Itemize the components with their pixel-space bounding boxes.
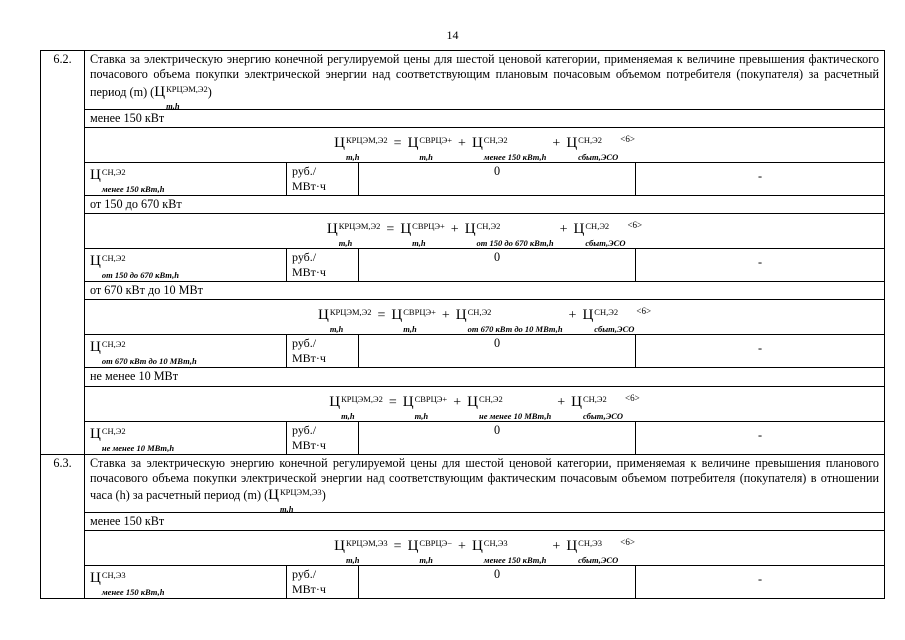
price-symbol: Ц СВРЦЭ− m,h (407, 538, 453, 566)
price-symbol: Ц КРЦЭМ,Э2 m,h (317, 307, 372, 335)
footnote-ref: <6> (627, 220, 643, 230)
price-symbol: Ц СН,Э3 менее 150 кВт,h (471, 538, 547, 566)
value-row (41, 421, 885, 454)
value-cell: 0 (359, 162, 636, 195)
dash-cell: - (636, 249, 885, 282)
footnote-ref: <6> (620, 537, 635, 548)
price-symbol: Ц СН,Э2 менее 150 кВт,h (90, 166, 165, 194)
price-symbol: Ц СВРЦЭ+ m,h (407, 134, 453, 162)
price-symbol: Ц КРЦЭМ,Э3 m,h (334, 538, 388, 566)
section-number: 6.2. (41, 51, 85, 455)
footnote-ref: <6> (636, 306, 652, 317)
tariff-table (40, 50, 885, 599)
section-description: Ставка за электрическую энергию конечной регулируемой цены для шестой ценовой категории, применяемая к величине превышения фактического почасового объема покупки электрической энергии над соответствующим плановым почасовым объемом потребителя (покупателя) за расчетный период (m) ( Ц КРЦЭМ,Э2 m,h ) (85, 51, 885, 110)
unit-cell: руб./ МВт·ч (287, 421, 359, 454)
section-row (41, 454, 885, 513)
component-symbol (85, 566, 287, 599)
range-label-row (41, 195, 885, 213)
formula-row (41, 300, 885, 335)
price-symbol: Ц СН,Э2 не менее 10 МВт,h (90, 425, 175, 453)
formula: Ц КРЦЭМ,Э2 m,h = Ц СВРЦЭ+ m,h + Ц СН,Э2 не менее 10 МВт,h + Ц СН,Э2 сбыт,ЭСО $^{<6>}$ (85, 386, 885, 421)
range-label: от 670 кВт до 10 МВт (85, 282, 885, 300)
price-symbol: Ц СН,Э3 менее 150 кВт,h (90, 570, 165, 598)
value-row (41, 162, 885, 195)
component-symbol (85, 335, 287, 368)
unit-cell: руб./ МВт·ч (287, 162, 359, 195)
value-row (41, 335, 885, 368)
formula: Ц КРЦЭМ,Э2 m,h = Ц СВРЦЭ+ m,h + Ц СН,Э2 от 670 кВт до 10 МВт,h + Ц СН,Э2 сбыт,ЭСО $^{<6>}$ (85, 300, 885, 335)
formula: Ц КРЦЭМ,Э2 m,h = Ц СВРЦЭ+ m,h + Ц СН,Э2 от 150 до 670 кВт,h + Ц СН,Э2 сбыт,ЭСО $^{<6>}$ (85, 214, 885, 249)
value-cell: 0 (359, 566, 636, 599)
range-label-row (41, 513, 885, 531)
price-symbol: Ц КРЦЭМ,Э2 m,h (334, 134, 388, 162)
price-symbol: Ц СВРЦЭ+ m,h (402, 393, 448, 421)
value-row (41, 249, 885, 282)
dash-cell: - (636, 162, 885, 195)
price-symbol: Ц СН,Э3 сбыт,ЭСО (566, 538, 619, 566)
price-symbol: Ц СН,Э2 от 150 до 670 кВт,h (464, 221, 554, 248)
price-symbol: Ц СН,Э2 от 670 кВт до 10 МВт,h (90, 339, 197, 367)
range-label: не менее 10 МВт (85, 368, 885, 386)
unit-cell: руб./ МВт·ч (287, 249, 359, 282)
formula: Ц КРЦЭМ,Э2 m,h = Ц СВРЦЭ+ m,h + Ц СН,Э2 менее 150 кВт,h + Ц СН,Э2 сбыт,ЭСО $^{<6>}$ (85, 127, 885, 162)
range-label: менее 150 кВт (85, 513, 885, 531)
price-symbol: Ц СН,Э2 сбыт,ЭСО (573, 221, 626, 248)
component-symbol (85, 421, 287, 454)
component-symbol (85, 162, 287, 195)
formula-row (41, 127, 885, 162)
range-label-row (41, 282, 885, 300)
formula: Ц КРЦЭМ,Э3 m,h = Ц СВРЦЭ− m,h + Ц СН,Э3 менее 150 кВт,h + Ц СН,Э3 сбыт,ЭСО $^{<6>}$ (85, 531, 885, 566)
price-symbol: Ц СН,Э2 не менее 10 МВт,h (467, 393, 552, 421)
value-cell: 0 (359, 421, 636, 454)
description-symbol: Ц КРЦЭМ,Э3 m,h (268, 487, 322, 514)
price-symbol: Ц СВРЦЭ+ m,h (400, 221, 445, 248)
range-label: менее 150 кВт (85, 109, 885, 127)
range-label-row (41, 109, 885, 127)
page-number: 14 (446, 28, 459, 42)
component-symbol (85, 249, 287, 282)
description-text: Ставка за электрическую энергию конечной регулируемой цены для шестой ценовой категории, применяемая к величине превышения планового почасового объема покупки электрической энергии над соответствующим фактическим почасовым объемом потребителя (покупателя) в отношении часа (h) за расчетный период (m) ( (90, 455, 880, 502)
value-row (41, 566, 885, 599)
unit-cell: руб./ МВт·ч (287, 566, 359, 599)
description-text: Ставка за электрическую энергию конечной регулируемой цены для шестой ценовой категории, применяемая к величине превышения фактического почасового объема покупки электрической энергии над соответствующим плановым почасовым объемом потребителя (покупателя) за расчетный период (m) ( (90, 52, 880, 99)
footnote-ref: <6> (625, 392, 640, 403)
price-symbol: Ц КРЦЭМ,Э2 m,h (326, 221, 381, 248)
price-symbol: Ц СН,Э2 сбыт,ЭСО (566, 134, 619, 162)
value-cell: 0 (359, 335, 636, 368)
dash-cell: - (636, 421, 885, 454)
price-symbol: Ц СН,Э2 от 150 до 670 кВт,h (90, 253, 179, 280)
formula-row (41, 214, 885, 249)
footnote-ref: <6> (620, 133, 635, 144)
value-cell: 0 (359, 249, 636, 282)
dash-cell: - (636, 335, 885, 368)
section-row (41, 51, 885, 110)
range-label-row (41, 368, 885, 386)
tariff-table-body (41, 51, 885, 599)
price-symbol: Ц СН,Э2 сбыт,ЭСО (571, 393, 624, 421)
range-label: от 150 до 670 кВт (85, 195, 885, 213)
section-number: 6.3. (41, 454, 85, 599)
formula-row (41, 531, 885, 566)
dash-cell: - (636, 566, 885, 599)
description-symbol: Ц КРЦЭМ,Э2 m,h (154, 83, 208, 111)
price-symbol: Ц СН,Э2 менее 150 кВт,h (471, 134, 547, 162)
formula-row (41, 386, 885, 421)
price-symbol: Ц СВРЦЭ+ m,h (391, 307, 436, 335)
price-symbol: Ц СН,Э2 сбыт,ЭСО (582, 307, 635, 335)
section-description: Ставка за электрическую энергию конечной регулируемой цены для шестой ценовой категории, применяемая к величине превышения планового почасового объема покупки электрической энергии над соответствующим фактическим почасовым объемом потребителя (покупателя) в отношении часа (h) за расчетный период (m) ( Ц КРЦЭМ,Э3 m,h ) (85, 454, 885, 513)
price-symbol: Ц СН,Э2 от 670 кВт до 10 МВт,h (455, 307, 563, 335)
price-symbol: Ц КРЦЭМ,Э2 m,h (329, 393, 383, 421)
unit-cell: руб./ МВт·ч (287, 335, 359, 368)
